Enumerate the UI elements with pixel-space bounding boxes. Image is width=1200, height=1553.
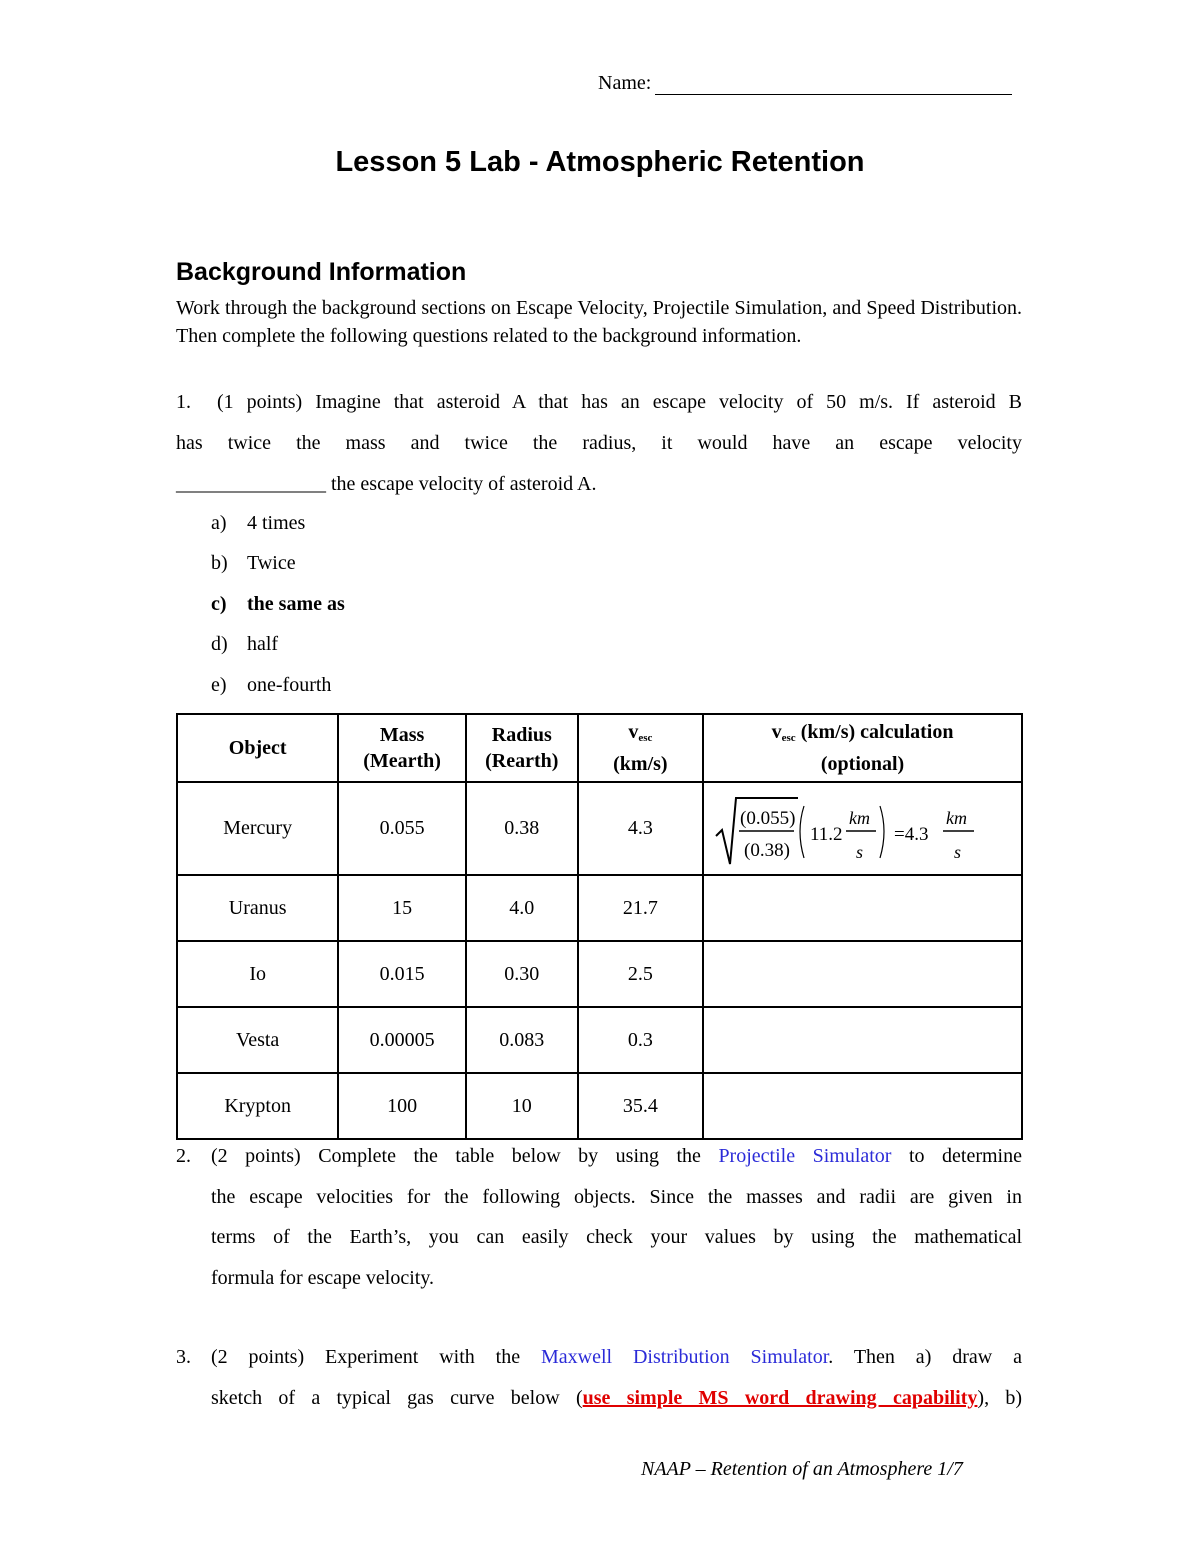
formula-denominator: (0.38) <box>744 840 791 861</box>
q2-number: 2. <box>176 1145 191 1167</box>
cell-calculation <box>703 1007 1022 1073</box>
formula-unit-num: km <box>849 808 871 828</box>
cell-vesc: 0.3 <box>578 1007 703 1073</box>
q3-number: 3. <box>176 1346 191 1368</box>
cell-calculation <box>703 875 1022 941</box>
cell-object: Io <box>177 941 338 1007</box>
maxwell-simulator-link[interactable]: Maxwell Distribution Simulator <box>540 1346 829 1368</box>
page-title: Lesson 5 Lab - Atmospheric Retention <box>335 146 865 178</box>
name-field <box>598 72 1012 95</box>
cell-object: Krypton <box>177 1073 338 1139</box>
cell-radius: 4.0 <box>466 875 578 941</box>
table-row <box>177 1073 1022 1139</box>
cell-object: Mercury <box>177 782 338 875</box>
formula-unit-den: s <box>856 842 864 862</box>
table-header-row <box>177 714 1022 782</box>
cell-vesc: 21.7 <box>578 875 703 941</box>
cell-vesc: 35.4 <box>578 1073 703 1139</box>
header-calculation: $v_{esc}$ (km/s) calculation (optional) <box>703 714 1022 782</box>
table-row <box>177 782 1022 875</box>
cell-calculation <box>703 1073 1022 1139</box>
background-heading: Background Information <box>176 258 467 286</box>
name-blank-line <box>655 74 1012 95</box>
formula-result: =4.3 <box>894 824 929 845</box>
formula-coefficient: 11.2 <box>810 824 843 845</box>
q2-line-1: (2 points) Complete the table below by using the Projectile Simulator to determine <box>211 1145 1022 1167</box>
cell-radius: 10 <box>466 1073 578 1139</box>
q1-answer-blank: _______________ <box>176 473 326 495</box>
q1-option-c: c) the same as <box>211 593 345 615</box>
q1-line-1: 1. (1 points) Imagine that asteroid A that has an escape velocity of 50 m/s. If asteroid B <box>176 391 1022 413</box>
q3-line-1: (2 points) Experiment with the Maxwell Distribution Simulator. Then a) draw a <box>211 1346 1022 1368</box>
cell-radius: 0.38 <box>466 782 578 875</box>
q3-line-2: sketch of a typical gas curve below (use simple MS word drawing capability), b) <box>211 1387 1023 1409</box>
header-object: Object <box>177 714 338 782</box>
cell-object: Uranus <box>177 875 338 941</box>
cell-mass: 100 <box>338 1073 466 1139</box>
cell-radius: 0.30 <box>466 941 578 1007</box>
cell-mass: 0.00005 <box>338 1007 466 1073</box>
escape-velocity-formula <box>704 786 1004 871</box>
cell-vesc: 4.3 <box>578 782 703 875</box>
formula-result-unit-num: km <box>946 808 968 828</box>
cell-radius: 0.083 <box>466 1007 578 1073</box>
table-row <box>177 875 1022 941</box>
cell-mass: 0.015 <box>338 941 466 1007</box>
header-vesc: $v_{esc}$ (km/s) <box>578 714 703 782</box>
name-label: Name: <box>598 72 652 94</box>
cell-mass: 0.055 <box>338 782 466 875</box>
formula-result-unit-den: s <box>954 842 962 862</box>
q2-line-2: the escape velocities for the following objects. Since the masses and radii are given in <box>211 1186 1022 1208</box>
header-mass: Mass (Mearth) <box>338 714 466 782</box>
table-row <box>177 941 1022 1007</box>
page-footer: NAAP – Retention of an Atmosphere 1/7 <box>641 1458 963 1480</box>
q1-line-2: has twice the mass and twice the radius, it would have an escape velocity <box>176 432 1022 454</box>
cell-calculation <box>703 941 1022 1007</box>
q2-line-3: terms of the Earth’s, you can easily check your values by using the mathematical <box>211 1226 1022 1248</box>
cell-mass: 15 <box>338 875 466 941</box>
cell-vesc: 2.5 <box>578 941 703 1007</box>
q1-option-d: d) half <box>211 633 279 655</box>
q1-option-a: a) 4 times <box>211 512 306 534</box>
q1-option-b: b) Twice <box>211 552 296 574</box>
projectile-simulator-link[interactable]: Projectile Simulator <box>718 1145 892 1167</box>
header-radius: Radius (Rearth) <box>466 714 578 782</box>
escape-velocity-table <box>176 713 1023 1140</box>
q2-line-4: formula for escape velocity. <box>211 1267 435 1289</box>
formula-numerator: (0.055) <box>740 808 796 829</box>
cell-object: Vesta <box>177 1007 338 1073</box>
ms-word-drawing-note: use simple MS word drawing capability <box>582 1387 978 1409</box>
intro-paragraph: Work through the background sections on Escape Velocity, Projectile Simulation, and Speed Distribution. Then complete the following questions related to the background information. <box>176 297 1022 347</box>
q1-line-3-text: the escape velocity of asteroid A. <box>326 473 597 495</box>
cell-calculation <box>703 782 1022 875</box>
table-row <box>177 1007 1022 1073</box>
q1-option-e: e) one-fourth <box>211 674 332 696</box>
q1-line-3 <box>176 471 596 497</box>
